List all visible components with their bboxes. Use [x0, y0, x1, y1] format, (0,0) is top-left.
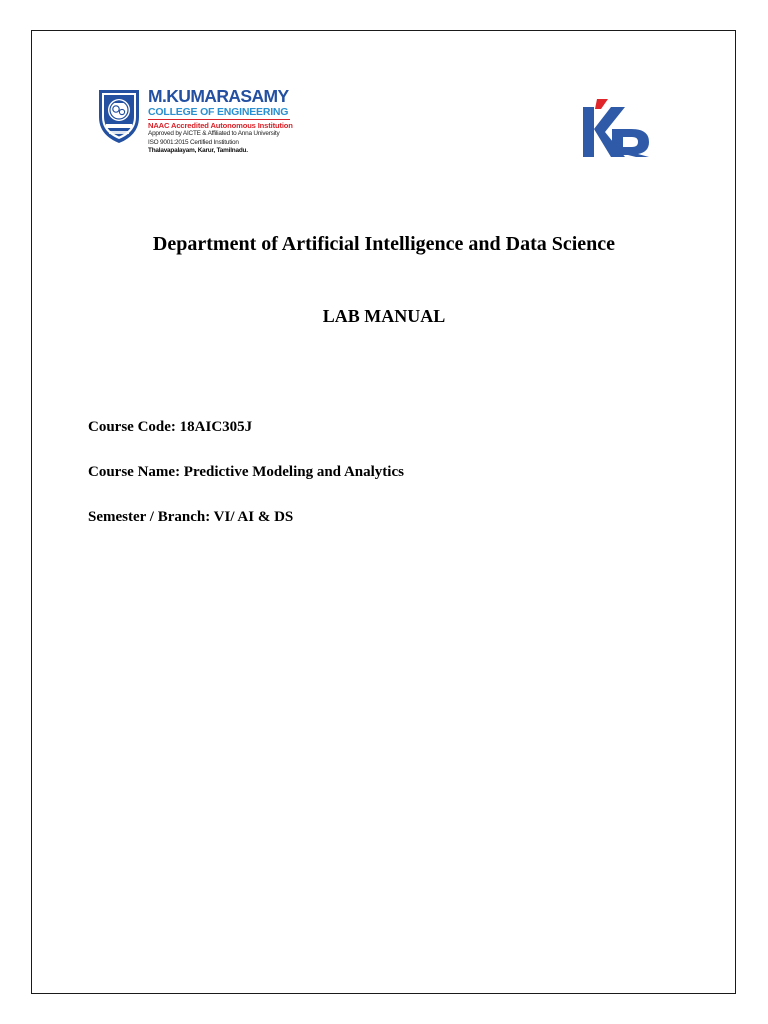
department-title: Department of Artificial Intelligence and Data Science [152, 233, 616, 255]
college-accreditation: NAAC Accredited Autonomous Institution [148, 121, 293, 131]
college-iso: ISO 9001:2015 Certified Institution [148, 138, 239, 146]
college-subtitle: COLLEGE OF ENGINEERING [148, 106, 289, 118]
lab-manual-title: LAB MANUAL [322, 306, 446, 326]
semester-branch: Semester / Branch: VI/ AI & DS [88, 509, 294, 525]
course-name: Course Name: Predictive Modeling and Analytics [88, 464, 404, 480]
college-name: M.KUMARASAMY [148, 86, 289, 106]
college-approval: Approved by AICTE & Affiliated to Anna University [148, 130, 280, 138]
course-code: Course Code: 18AIC305J [88, 419, 253, 435]
college-seal-icon [95, 87, 143, 145]
college-address: Thalavapalayam, Karur, Tamilnadu. [148, 147, 248, 155]
kr-logo-icon [581, 99, 651, 159]
college-logo [95, 87, 295, 167]
course-info-list [88, 418, 404, 553]
college-divider [148, 119, 290, 120]
college-text-block [148, 87, 298, 156]
